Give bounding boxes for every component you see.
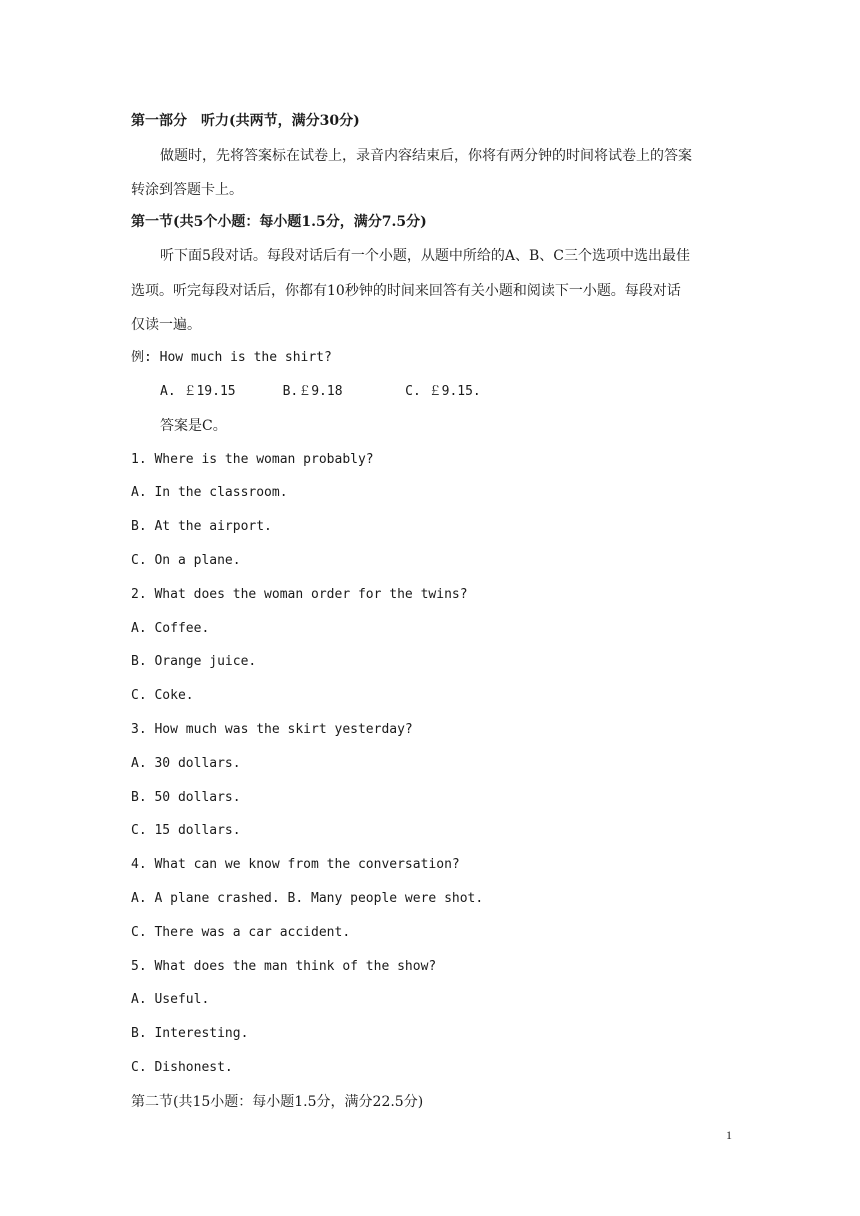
page-number: 1 (726, 1128, 732, 1142)
section1-instruction-line1: 听下面5段对话。每段对话后有一个小题，从题中所给的A、B、C三个选项中选出最佳 (160, 248, 691, 264)
example-options: A. ￡19.15 B.￡9.18 C. ￡9.15. (160, 384, 481, 399)
section2-heading: 第二节(共15小题：每小题1.5分，满分22.5分) (131, 1094, 424, 1110)
option-text: A. Coffee. (131, 621, 210, 636)
example-question: 例: How much is the shirt? (131, 350, 332, 365)
option-text: C. Coke. (131, 688, 194, 703)
option-text: A. In the classroom. (131, 485, 288, 500)
option-text: C. 15 dollars. (131, 823, 241, 838)
option-text: B. Orange juice. (131, 654, 257, 669)
option-text: A. 30 dollars. (131, 756, 241, 771)
option-text: B. 50 dollars. (131, 790, 241, 805)
question-text: 2. What does the woman order for the twins? (131, 587, 468, 602)
option-text: A. A plane crashed. B. Many people were shot. (131, 891, 484, 906)
option-text: C. On a plane. (131, 553, 241, 568)
option-text: B. Interesting. (131, 1026, 249, 1041)
option-text: C. Dishonest. (131, 1060, 233, 1075)
part1-heading: 第一部分 听力(共两节，满分30分) (131, 113, 360, 129)
option-text: A. Useful. (131, 992, 210, 1007)
question-text: 3. How much was the skirt yesterday? (131, 722, 413, 737)
option-text: C. There was a car accident. (131, 925, 351, 940)
question-text: 1. Where is the woman probably? (131, 452, 374, 467)
question-text: 4. What can we know from the conversation? (131, 857, 460, 872)
section1-heading: 第一节(共5个小题：每小题1.5分，满分7.5分) (131, 214, 427, 230)
example-answer: 答案是C。 (160, 418, 227, 434)
part1-instruction-line2: 转涂到答题卡上。 (131, 182, 243, 198)
section1-instruction-line3: 仅读一遍。 (131, 317, 201, 333)
section1-instruction-line2: 选项。听完每段对话后，你都有10秒钟的时间来回答有关小题和阅读下一小题。每段对话 (131, 283, 681, 299)
option-text: B. At the airport. (131, 519, 272, 534)
question-text: 5. What does the man think of the show? (131, 959, 437, 974)
part1-instruction-line1: 做题时，先将答案标在试卷上，录音内容结束后，你将有两分钟的时间将试卷上的答案 (160, 148, 692, 164)
